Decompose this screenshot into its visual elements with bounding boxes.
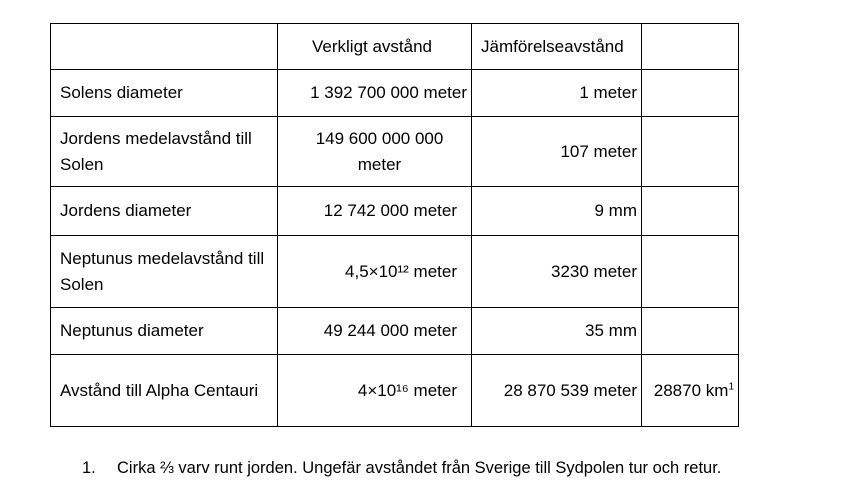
row-label: Neptunus medelavstånd till Solen xyxy=(51,236,278,308)
table-row xyxy=(51,117,739,187)
table-row xyxy=(51,308,739,355)
table-row xyxy=(51,355,739,427)
header-cell-extra xyxy=(642,24,739,70)
header-actual-distance: Verkligt avstånd xyxy=(278,24,472,70)
footnote-number: 1. xyxy=(82,459,96,477)
footnote-text: Cirka ⅔ varv runt jorden. Ungefär avståndet från Sverige till Sydpolen tur och retur. xyxy=(117,459,722,477)
table-row xyxy=(51,70,739,117)
footnote-reference: 1 xyxy=(728,380,734,392)
row-comparison: 35 mm xyxy=(472,308,642,355)
row-actual: 4×10¹⁶ meter xyxy=(278,355,472,427)
row-comparison: 1 meter xyxy=(472,70,642,117)
row-actual: 4,5×10¹² meter xyxy=(278,236,472,308)
row-actual: 1 392 700 000 meter xyxy=(278,70,472,117)
row-actual: 49 244 000 meter xyxy=(278,308,472,355)
row-extra xyxy=(642,355,739,427)
distance-table xyxy=(50,23,739,427)
row-extra xyxy=(642,117,739,187)
footnote xyxy=(82,458,721,478)
row-actual: 149 600 000 000 meter xyxy=(278,117,472,187)
row-label: Solens diameter xyxy=(51,70,278,117)
table-row xyxy=(51,236,739,308)
row-extra xyxy=(642,308,739,355)
row-label: Jordens diameter xyxy=(51,187,278,236)
row-label: Avstånd till Alpha Centauri xyxy=(51,355,278,427)
header-cell-empty xyxy=(51,24,278,70)
row-actual: 12 742 000 meter xyxy=(278,187,472,236)
row-extra xyxy=(642,187,739,236)
row-comparison: 28 870 539 meter xyxy=(472,355,642,427)
row-extra xyxy=(642,236,739,308)
header-comparison-distance: Jämförelseavstånd xyxy=(472,24,642,70)
row-comparison: 3230 meter xyxy=(472,236,642,308)
row-comparison: 9 mm xyxy=(472,187,642,236)
row-comparison: 107 meter xyxy=(472,117,642,187)
table-row xyxy=(51,187,739,236)
table-header-row xyxy=(51,24,739,70)
row-extra-value: 28870 km xyxy=(653,380,729,400)
row-extra xyxy=(642,70,739,117)
row-label: Neptunus diameter xyxy=(51,308,278,355)
row-label: Jordens medelavstånd till Solen xyxy=(51,117,278,187)
